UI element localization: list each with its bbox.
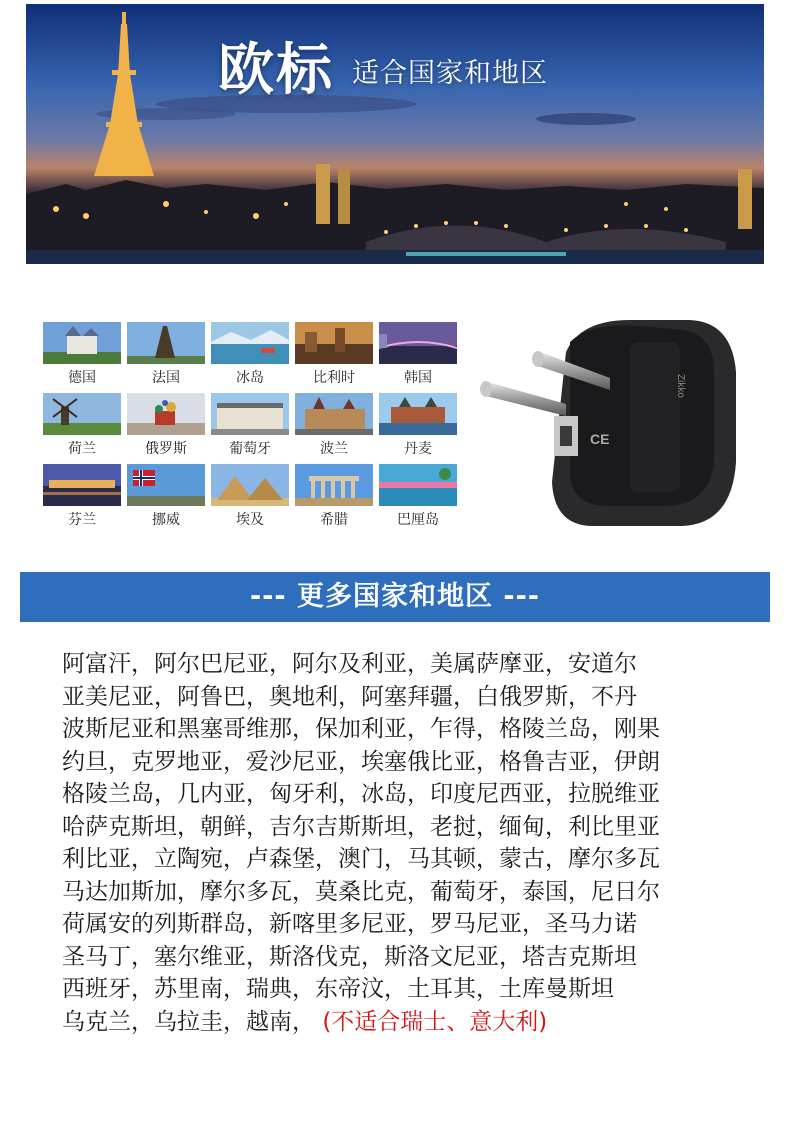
country-line-last	[62, 1006, 742, 1039]
thumbnail-label: 丹麦	[404, 441, 432, 457]
country-line: 西班牙，苏里南，瑞典，东帝汶，土耳其，土库曼斯坦	[62, 976, 614, 1002]
norway-flag-photo	[127, 464, 205, 506]
thumbnail-label: 韩国	[404, 370, 432, 386]
country-list	[62, 648, 742, 1038]
thumbnail-germany	[43, 322, 121, 387]
thumbnail-denmark	[379, 393, 457, 458]
thumbnail-label: 荷兰	[68, 441, 96, 457]
country-line: 利比亚，立陶宛，卢森堡，澳门，马其顿，蒙古，摩尔多瓦	[62, 846, 660, 872]
kremlin-photo	[127, 393, 205, 435]
thumbnail-norway	[127, 464, 205, 529]
windmill-photo	[43, 393, 121, 435]
country-line: 波斯尼亚和黑塞哥维那，保加利亚，乍得，格陵兰岛，刚果	[62, 716, 660, 742]
svg-text:Zikko: Zikko	[675, 374, 686, 398]
country-line: 圣马丁，塞尔维亚，斯洛伐克，斯洛文尼亚，塔吉克斯坦	[62, 943, 637, 970]
thumbnail-poland	[295, 393, 373, 458]
thumbnail-label: 巴厘岛	[397, 512, 439, 528]
thumbnail-france	[127, 322, 205, 387]
exclusion-note: (不适合瑞士、意大利)	[322, 1008, 548, 1035]
thumbnail-belgium	[295, 322, 373, 387]
thumbnail-label: 比利时	[313, 370, 355, 386]
section-heading-bar	[20, 572, 770, 622]
thumbnail-label: 挪威	[152, 512, 180, 528]
thumbnail-label: 冰岛	[236, 370, 264, 386]
thumbnail-egypt	[211, 464, 289, 529]
country-line: 约旦，克罗地亚，爱沙尼亚，埃塞俄比亚，格鲁吉亚，伊朗	[62, 748, 660, 775]
hero-banner	[26, 4, 764, 264]
section-heading: --- 更多国家和地区 ---	[249, 581, 541, 612]
paris-night-photo	[26, 4, 764, 264]
thumbnail-bali	[379, 464, 457, 529]
parthenon-photo	[295, 464, 373, 506]
thumbnail-label: 葡萄牙	[229, 441, 271, 457]
eiffel-tower-photo	[127, 322, 205, 364]
thumbnail-label: 埃及	[236, 512, 264, 528]
thumbnail-russia	[127, 393, 205, 458]
thumbnail-label: 波兰	[320, 441, 348, 457]
belgium-city-photo	[295, 322, 373, 364]
denmark-castle-photo	[379, 393, 457, 435]
thumbnail-korea	[379, 322, 457, 387]
pyramids-photo	[211, 464, 289, 506]
thumbnail-iceland	[211, 322, 289, 387]
thumbnail-finland	[43, 464, 121, 529]
country-line: 荷属安的列斯群岛，新喀里多尼亚，罗马尼亚，圣马力诺	[62, 911, 637, 937]
thumbnail-netherlands	[43, 393, 121, 458]
thumbnail-label: 俄罗斯	[145, 441, 187, 457]
svg-text:CE: CE	[590, 431, 610, 447]
country-line-text: 乌克兰，乌拉圭，越南，	[62, 1008, 315, 1035]
poland-city-photo	[295, 393, 373, 435]
country-line: 格陵兰岛，几内亚，匈牙利，冰岛，印度尼西亚，拉脱维亚	[62, 781, 660, 807]
country-line: 马达加斯加，摩尔多瓦，莫桑比克，葡萄牙，泰国，尼日尔	[62, 878, 660, 905]
country-line: 哈萨克斯坦，朝鲜，吉尔吉斯斯坦，老挝，缅甸，利比里亚	[62, 813, 660, 840]
country-line: 阿富汗，阿尔巴尼亚，阿尔及利亚，美属萨摩亚，安道尔	[62, 651, 637, 677]
country-line: 亚美尼亚，阿鲁巴，奥地利，阿塞拜疆，白俄罗斯，不丹	[62, 683, 637, 710]
thumbnail-label: 法国	[152, 370, 180, 386]
hero-title: 欧标	[218, 38, 334, 103]
korea-bridge-photo	[379, 322, 457, 364]
thumbnail-label: 希腊	[320, 512, 348, 528]
eu-plug-adapter-image	[470, 312, 742, 538]
bali-pool-photo	[379, 464, 457, 506]
thumbnail-portugal	[211, 393, 289, 458]
thumbnail-label: 芬兰	[68, 512, 96, 528]
thumbnail-greece	[295, 464, 373, 529]
castle-photo	[43, 322, 121, 364]
finland-harbor-photo	[43, 464, 121, 506]
portugal-building-photo	[211, 393, 289, 435]
hero-subtitle: 适合国家和地区	[352, 58, 548, 89]
thumbnail-label: 德国	[68, 370, 96, 386]
iceland-lake-photo	[211, 322, 289, 364]
plug-pin-icon	[480, 381, 566, 416]
